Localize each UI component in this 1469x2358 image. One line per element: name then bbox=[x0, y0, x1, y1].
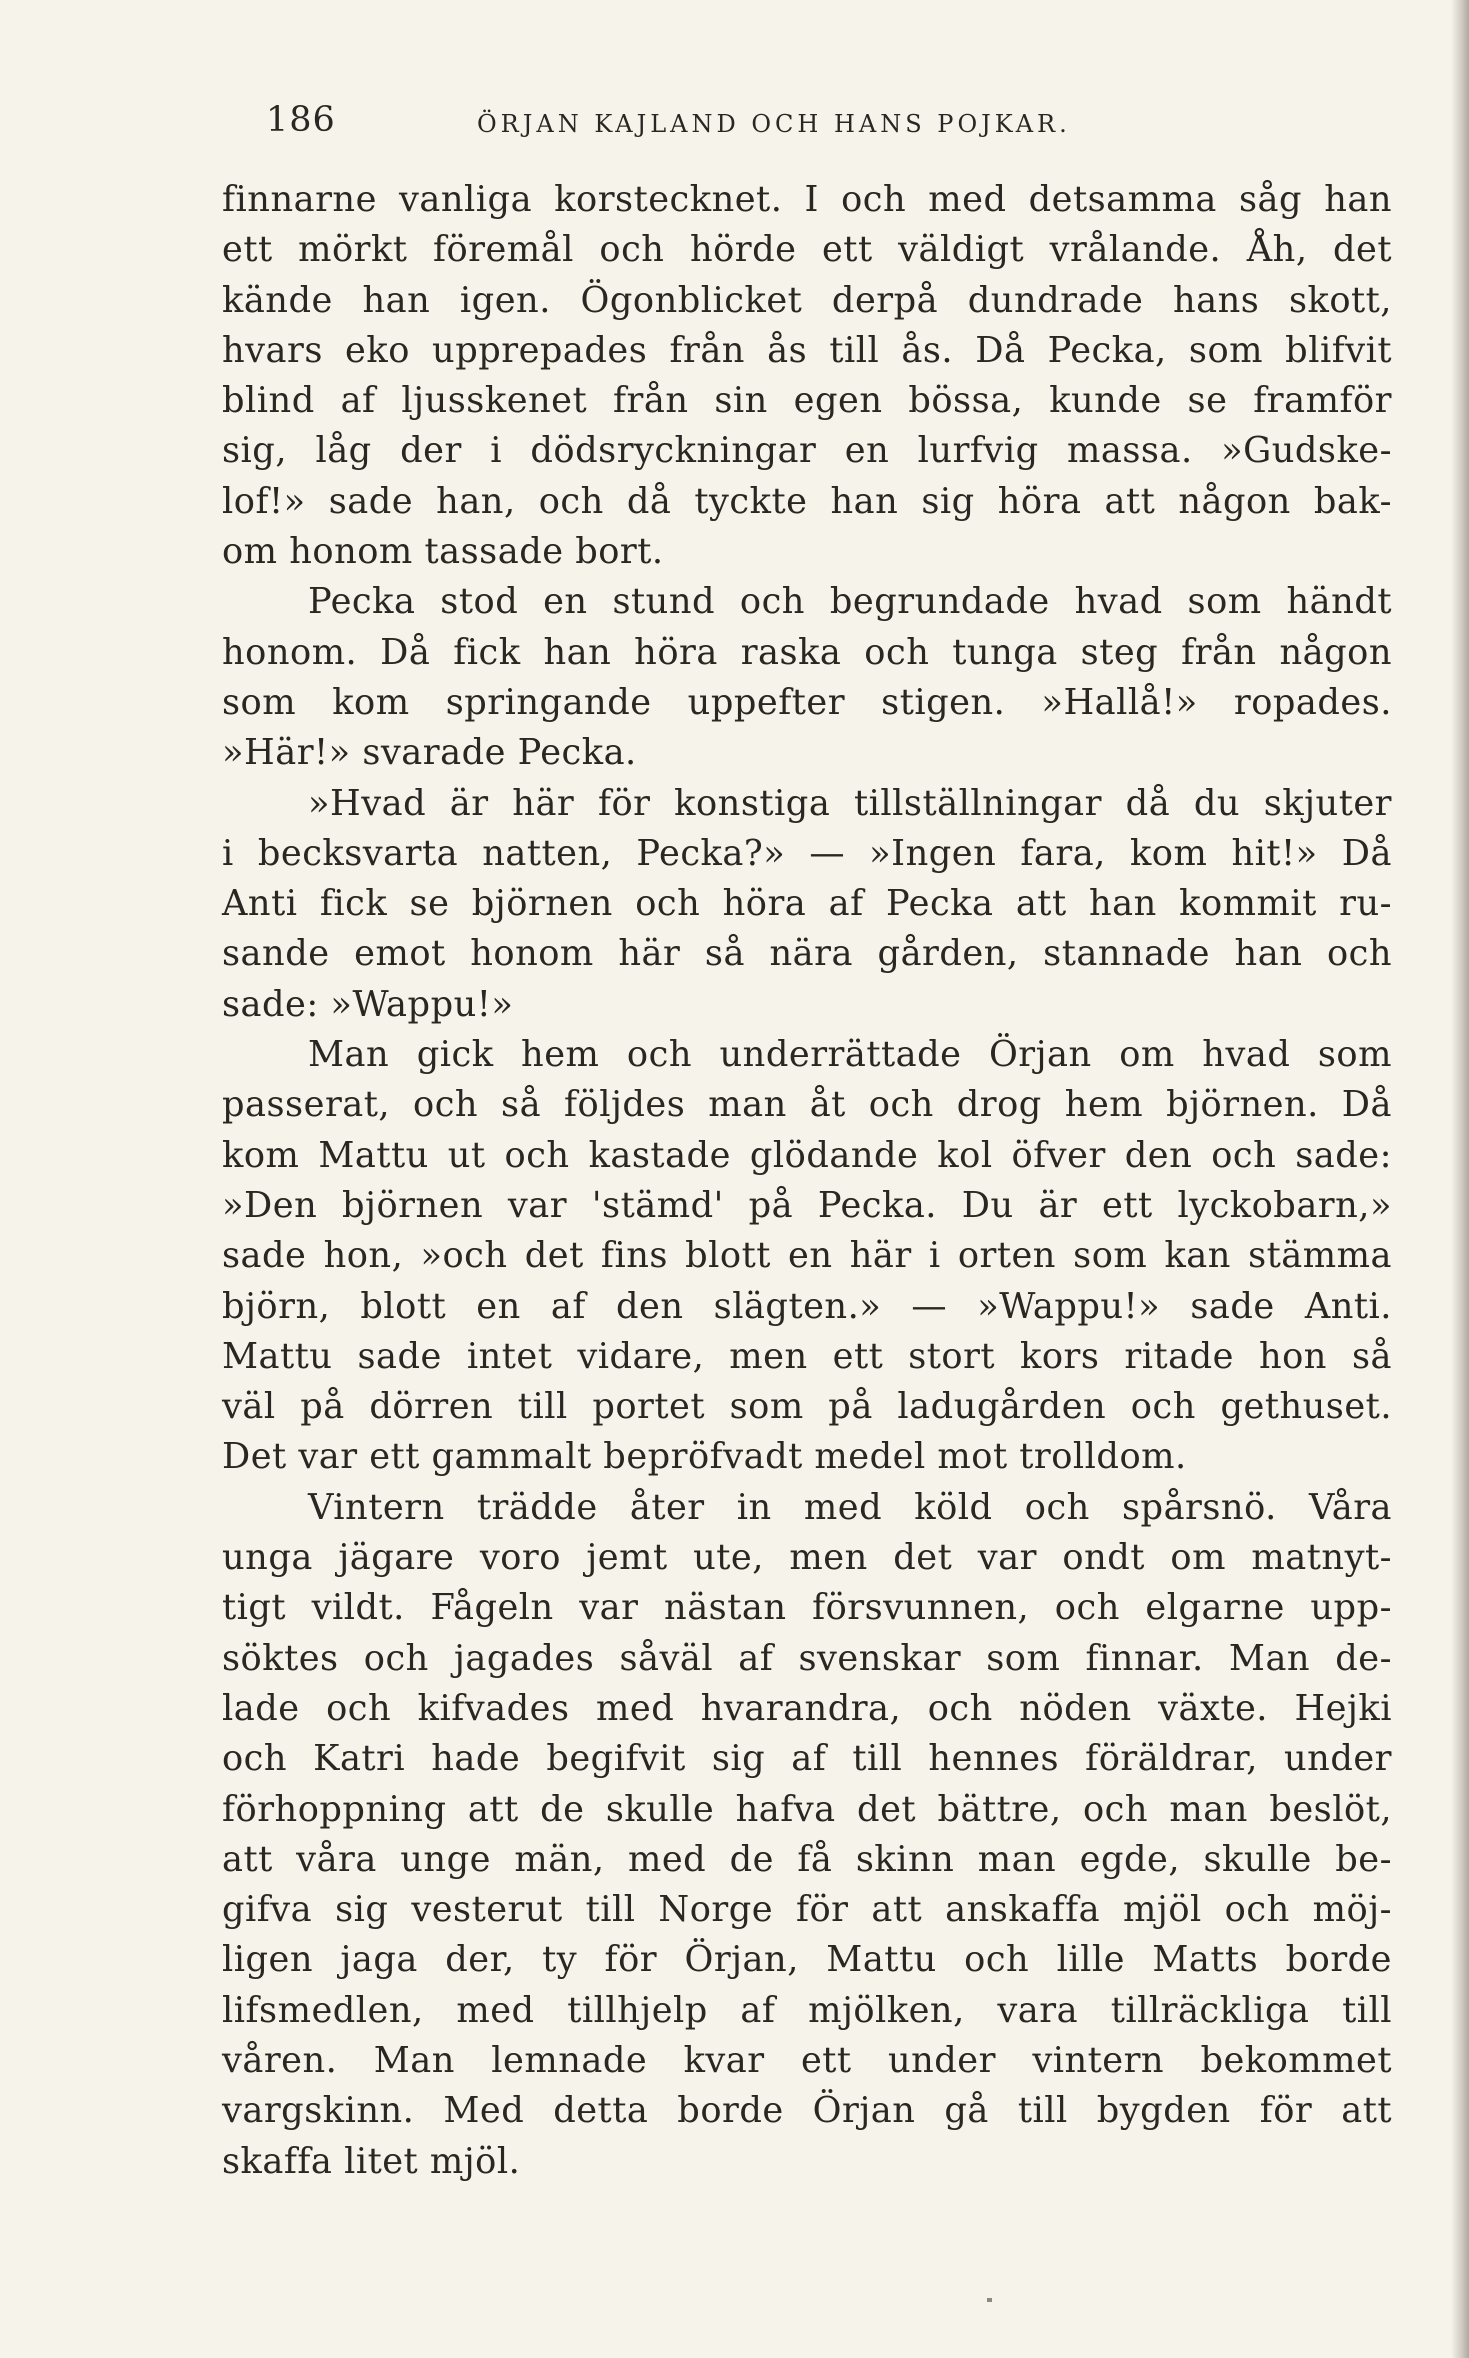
text-line: att våra unge män, med de få skinn man egde, skulle be- bbox=[222, 1838, 1392, 1880]
text-line: Det var ett gammalt bepröfvadt medel mot trolldom. bbox=[222, 1436, 1187, 1478]
text-line: »Här!» svarade Pecka. bbox=[222, 732, 637, 774]
print-speck bbox=[987, 2298, 992, 2302]
text-line: våren. Man lemnade kvar ett under vintern bekommet bbox=[222, 2039, 1392, 2081]
text-line: söktes och jagades såväl af svenskar som finnar. Man de- bbox=[222, 1637, 1392, 1679]
text-line: ett mörkt föremål och hörde ett väldigt vrålande. Åh, det bbox=[222, 229, 1392, 271]
text-line: hvars eko upprepades från ås till ås. Då Pecka, som blifvit bbox=[222, 329, 1392, 371]
text-line: Anti fick se björnen och höra af Pecka att han kommit ru- bbox=[222, 883, 1392, 925]
text-line: sig, låg der i dödsryckningar en lurfvig massa. »Gudske- bbox=[222, 430, 1392, 472]
text-line: Mattu sade intet vidare, men ett stort kors ritade hon så bbox=[222, 1335, 1392, 1377]
text-line: förhoppning att de skulle hafva det bättre, och man beslöt, bbox=[222, 1788, 1392, 1830]
text-line: kom Mattu ut och kastade glödande kol öfver den och sade: bbox=[222, 1134, 1392, 1176]
body-text bbox=[222, 175, 1392, 2187]
text-line: honom. Då fick han höra raska och tunga steg från någon bbox=[222, 631, 1392, 673]
text-line: skaffa litet mjöl. bbox=[222, 2140, 521, 2182]
text-line: björn, blott en af den slägten.» — »Wappu!» sade Anti. bbox=[222, 1285, 1392, 1327]
running-head: ÖRJAN KAJLAND OCH HANS POJKAR. bbox=[477, 110, 1071, 138]
text-line: lade och kifvades med hvarandra, och nöden växte. Hejki bbox=[222, 1687, 1392, 1729]
text-line: sade: »Wappu!» bbox=[222, 983, 514, 1025]
text-line: ligen jaga der, ty för Örjan, Mattu och lille Matts borde bbox=[222, 1939, 1392, 1981]
text-line: »Hvad är här för konstiga tillställningar då du skjuter bbox=[308, 782, 1392, 824]
page-edge-shadow bbox=[1451, 0, 1469, 2358]
text-line: i becksvarta natten, Pecka?» — »Ingen fara, kom hit!» Då bbox=[222, 832, 1392, 874]
text-line: Pecka stod en stund och begrundade hvad som händt bbox=[308, 581, 1392, 623]
text-line: Man gick hem och underrättade Örjan om hvad som bbox=[308, 1034, 1392, 1076]
text-line: kände han igen. Ögonblicket derpå dundrade hans skott, bbox=[222, 279, 1392, 321]
text-line: blind af ljusskenet från sin egen bössa, kunde se framför bbox=[222, 380, 1392, 422]
page-header bbox=[222, 100, 1392, 156]
text-line: sade hon, »och det fins blott en här i orten som kan stämma bbox=[222, 1235, 1392, 1277]
text-line: väl på dörren till portet som på ladugården och gethuset. bbox=[222, 1386, 1392, 1428]
text-line: gifva sig vesterut till Norge för att anskaffa mjöl och möj- bbox=[222, 1889, 1392, 1931]
text-line: Vintern trädde åter in med köld och spårsnö. Våra bbox=[308, 1486, 1392, 1528]
text-line: sande emot honom här så nära gården, stannade han och bbox=[222, 933, 1392, 975]
text-line: finnarne vanliga korstecknet. I och med detsamma såg han bbox=[222, 179, 1392, 220]
text-line: unga jägare voro jemt ute, men det var ondt om matnyt- bbox=[222, 1537, 1392, 1579]
text-line: vargskinn. Med detta borde Örjan gå till bygden för att bbox=[222, 2090, 1392, 2132]
text-line: som kom springande uppefter stigen. »Hallå!» ropades. bbox=[222, 681, 1392, 723]
text-line: lof!» sade han, och då tyckte han sig höra att någon bak- bbox=[222, 480, 1392, 522]
text-line: passerat, och så följdes man åt och drog hem björnen. Då bbox=[222, 1084, 1392, 1126]
text-line: om honom tassade bort. bbox=[222, 531, 664, 573]
text-line: lifsmedlen, med tillhjelp af mjölken, vara tillräckliga till bbox=[222, 1989, 1392, 2031]
page-number: 186 bbox=[266, 100, 336, 140]
text-line: tigt vildt. Fågeln var nästan försvunnen, och elgarne upp- bbox=[222, 1587, 1392, 1629]
text-line: och Katri hade begifvit sig af till hennes föräldrar, under bbox=[222, 1738, 1392, 1780]
text-line: »Den björnen var 'stämd' på Pecka. Du är ett lyckobarn,» bbox=[222, 1184, 1392, 1226]
